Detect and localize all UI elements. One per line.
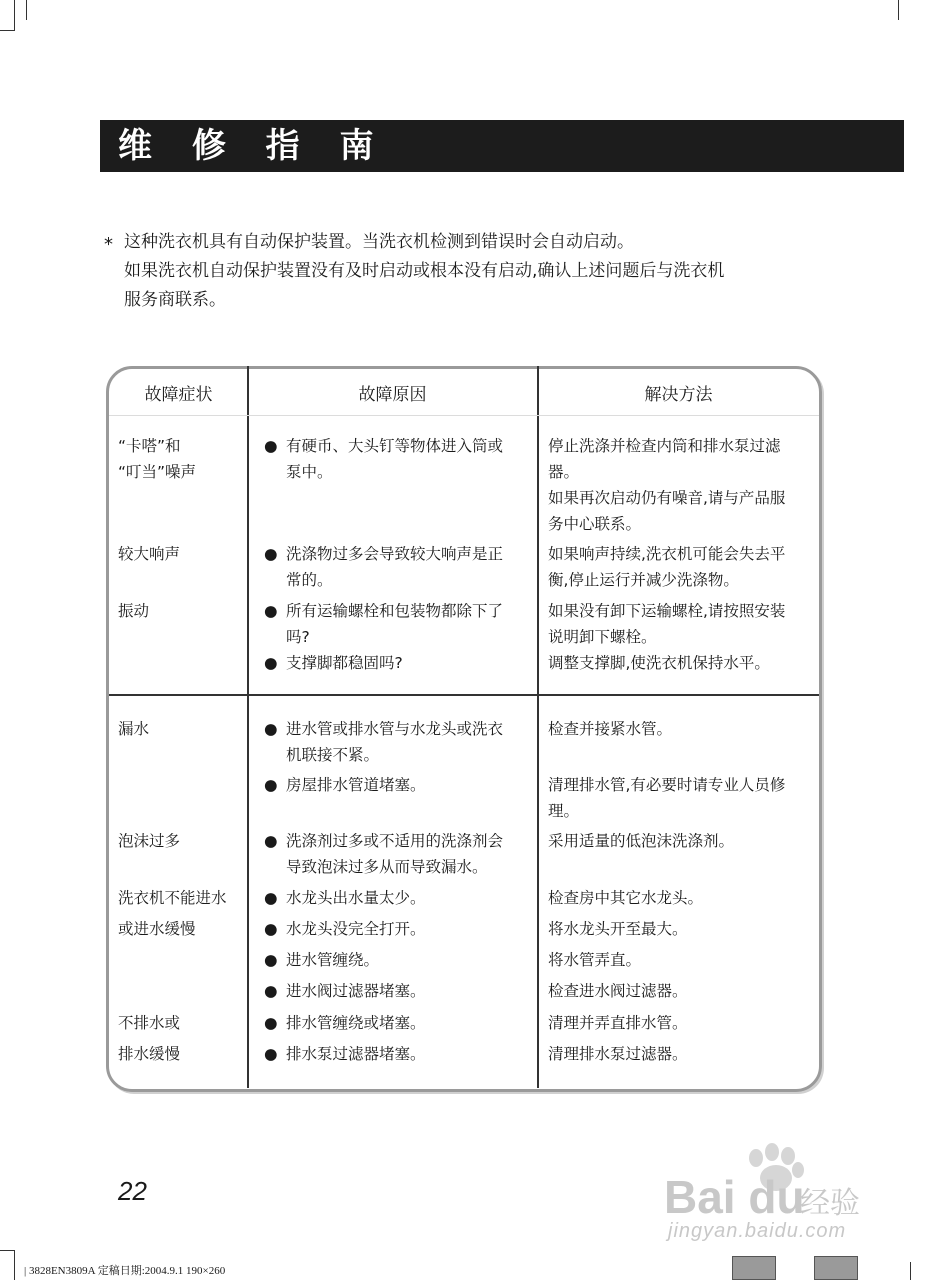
cause-item: ● 洗涤剂过多或不适用的洗涤剂会 导致泡沫过多从而导致漏水。 — [264, 828, 534, 880]
header-solution: 解决方法 — [644, 385, 713, 405]
column-divider — [247, 366, 249, 1088]
bullet-icon: ● — [264, 437, 278, 455]
header-symptom: 故障症状 — [144, 385, 213, 405]
solution-item: 清理排水泵过滤器。 — [548, 1045, 688, 1063]
bullet-icon: ● — [264, 720, 278, 738]
symptom: “叮当”噪声 — [118, 463, 197, 481]
color-swatch — [814, 1256, 858, 1280]
cause-item: ● 洗涤物过多会导致较大响声是正 常的。 — [264, 541, 534, 593]
cause-item: ● 排水泵过滤器堵塞。 — [264, 1041, 534, 1067]
bullet-icon: ● — [264, 951, 278, 969]
bullet-icon: ● — [264, 832, 278, 850]
note-line: 这种洗衣机具有自动保护装置。当洗衣机检测到错误时会自动启动。 — [124, 232, 634, 252]
bullet-icon: ● — [264, 1014, 278, 1032]
page-title: 维 修 指 南 — [100, 120, 904, 172]
column-divider — [537, 366, 539, 1088]
page-number: 22 — [118, 1176, 147, 1206]
symptom: 排水缓慢 — [118, 1045, 181, 1063]
crop-mark — [0, 30, 15, 31]
bullet-icon: ● — [264, 776, 278, 794]
cause-item: ● 排水管缠绕或堵塞。 — [264, 1010, 534, 1036]
solution-item: 将水龙头开至最大。 — [548, 920, 688, 938]
solution-item: 采用适量的低泡沫洗涤剂。 — [548, 832, 735, 850]
crop-mark — [14, 1250, 15, 1280]
solution-item: 清理并弄直排水管。 — [548, 1014, 688, 1032]
symptom: 不排水或 — [118, 1014, 181, 1032]
solution-item: 如果响声持续,洗衣机可能会失去平 衡,停止运行并减少洗涤物。 — [548, 545, 786, 589]
watermark-brand: Bai du — [664, 1171, 805, 1223]
intro-note — [104, 228, 864, 315]
color-swatch — [732, 1256, 776, 1280]
crop-mark — [898, 0, 899, 20]
solution-item: 检查房中其它水龙头。 — [548, 889, 704, 907]
solution-item: 清理排水管,有必要时请专业人员修 理。 — [548, 776, 786, 820]
symptom: 洗衣机不能进水 — [118, 889, 227, 907]
asterisk: * — [104, 234, 113, 255]
solution-item: 停止洗涤并检查内筒和排水泵过滤 器。 如果再次启动仍有噪音,请与产品服 务中心联系。 — [548, 437, 786, 533]
watermark-url: jingyan.baidu.com — [668, 1220, 847, 1242]
note-line: 如果洗衣机自动保护装置没有及时启动或根本没有启动,确认上述问题后与洗衣机 — [124, 261, 725, 281]
cause-item: ● 有硬币、大头钉等物体进入筒或 泵中。 — [264, 433, 534, 485]
solution-item: 检查并接紧水管。 — [548, 720, 673, 738]
symptom: 振动 — [118, 602, 150, 620]
crop-mark — [910, 1262, 911, 1280]
section-divider — [109, 694, 819, 696]
solution-item: 检查进水阀过滤器。 — [548, 982, 688, 1000]
solution-item: 如果没有卸下运输螺栓,请按照安装 说明卸下螺栓。 — [548, 602, 786, 646]
solution-item: 调整支撑脚,使洗衣机保持水平。 — [548, 654, 770, 672]
bullet-icon: ● — [264, 654, 278, 672]
bullet-icon: ● — [264, 602, 278, 620]
watermark-label: 经验 — [800, 1186, 860, 1221]
header-cause: 故障原因 — [358, 385, 427, 405]
solution-item: 将水管弄直。 — [548, 951, 642, 969]
bullet-icon: ● — [264, 545, 278, 563]
bullet-icon: ● — [264, 889, 278, 907]
crop-mark — [0, 1250, 15, 1251]
symptom: 或进水缓慢 — [118, 920, 196, 938]
bullet-icon: ● — [264, 982, 278, 1000]
symptom: 泡沫过多 — [118, 832, 181, 850]
cause-item: ● 支撑脚都稳固吗? — [264, 650, 534, 676]
bullet-icon: ● — [264, 1045, 278, 1063]
symptom: “卡嗒”和 — [118, 437, 181, 455]
cause-item: ● 水龙头出水量太少。 — [264, 885, 534, 911]
cause-item: ● 水龙头没完全打开。 — [264, 916, 534, 942]
cause-item: ● 进水管或排水管与水龙头或洗衣 机联接不紧。 — [264, 716, 534, 768]
crop-mark — [26, 0, 27, 20]
cause-item: ● 房屋排水管道堵塞。 — [264, 772, 534, 798]
cause-item: ● 进水阀过滤器堵塞。 — [264, 978, 534, 1004]
crop-mark — [14, 0, 15, 30]
cause-item: ● 所有运输螺栓和包装物都除下了 吗? — [264, 598, 534, 650]
cause-item: ● 进水管缠绕。 — [264, 947, 534, 973]
note-line: 服务商联系。 — [124, 290, 226, 310]
bullet-icon: ● — [264, 920, 278, 938]
symptom: 漏水 — [118, 720, 150, 738]
header-divider — [109, 415, 819, 416]
print-footer: | 3828EN3809A 定稿日期:2004.9.1 190×260 — [24, 1265, 226, 1277]
symptom: 较大响声 — [118, 545, 181, 563]
